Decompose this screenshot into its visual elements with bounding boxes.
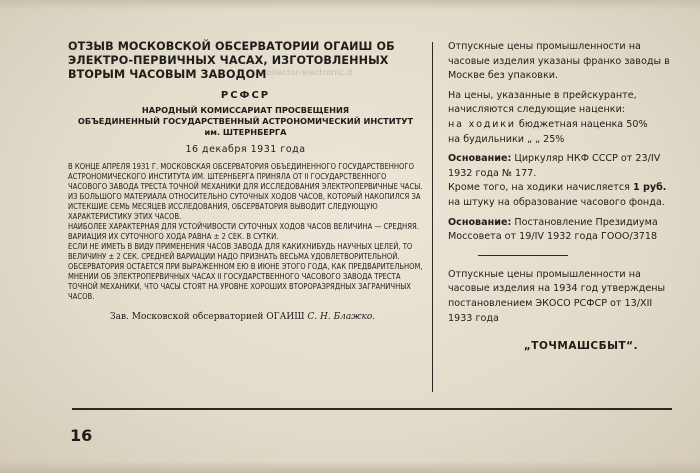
org-line-3: им. ШТЕРНБЕРГА xyxy=(204,127,287,137)
review-paragraph-4: ЕСЛИ НЕ ИМЕТЬ В ВИДУ ПРИМЕНЕНИЯ ЧАСОВ ЗАВОДА ДЛЯ КАКИХНИБУДЬ НАУЧНЫХ ЦЕЛЕЙ, ТО ВЕЛИЧИНУ ± 2 СЕК. СРЕДНЕЙ ВАРИАЦИИ НАДО ПРИЗНАТЬ ВЕСЬМА УДОВЛЕТВОРИТЕЛЬНОЙ. xyxy=(68,242,413,261)
price-notes-column xyxy=(448,40,674,352)
column-divider xyxy=(432,42,433,392)
publisher-brand: „ТОЧМАШСБЫТ“. xyxy=(523,340,639,353)
section-separator xyxy=(478,255,568,256)
basis-1 xyxy=(448,152,674,181)
review-title: ОТЗЫВ МОСКОВСКОЙ ОБСЕРВАТОРИИ ОГАИШ ОБ ЭЛЕКТРО-ПЕРВИЧНЫХ ЧАСАХ, ИЗГОТОВЛЕННЫХ ВТОРЫМ ЧАСОВЫМ ЗАВОДОМ xyxy=(68,40,395,81)
markup-alarm-value: „ „ 25% xyxy=(527,133,565,145)
basis-1-text: Циркуляр НКФ СССР от 23/IV 1932 года № 177. xyxy=(448,153,661,179)
price-approval-note: Отпускные цены промышленности на часовые изделия на 1934 год утверждены постановлением ЭКОСО РСФСР от 13/XII 1933 года xyxy=(448,268,666,324)
org-line-2: ОБЪЕДИНЕННЫЙ ГОСУДАРСТВЕННЫЙ АСТРОНОМИЧЕСКИЙ ИНСТИТУТ xyxy=(77,116,414,126)
org-line-1: НАРОДНЫЙ КОМИССАРИАТ ПРОСВЕЩЕНИЯ xyxy=(141,105,350,115)
markup-alarm-label: на будильники xyxy=(448,133,524,145)
markup-hodiki-value: бюджетная наценка 50% xyxy=(518,118,648,130)
markup-alarm-clocks xyxy=(448,133,674,148)
review-paragraph-5: ОБСЕРВАТОРИЯ ОСТАЕТСЯ ПРИ ВЫРАЖЕННОМ ЕЮ В ИЮНЕ ЭТОГО ГОДА, КАК ПРЕДВАРИТЕЛЬНОМ, МНЕНИИ ОБ ЭЛЕКТРОПЕРВИЧНЫХ ЧАСАХ II ГОСУДАРСТВЕННОГО ЧАСОВОГО ЗАВОДА ТРЕСТА ТОЧНОЙ МЕХАНИКИ, ЧТО ЧАСЫ СТОЯТ НА УРОВНЕ ХОРОШИХ ВТОРОРАЗРЯДНЫХ ЗАГРАНИЧНЫХ ЧАСОВ. xyxy=(68,262,423,301)
review-paragraph-3: НАИБОЛЕЕ ХАРАКТЕРНАЯ ДЛЯ УСТОЙЧИВОСТИ СУТОЧНЫХ ХОДОВ ЧАСОВ ВЕЛИЧИНА — СРЕДНЯЯ. ВАРИАЦИЯ ИХ СУТОЧНОГО ХОДА РАВНА ± 2 СЕК. В СУТКИ. xyxy=(68,222,419,241)
signature-name: С. Н. Блажко. xyxy=(307,312,376,322)
fund-surcharge-amount: 1 руб. xyxy=(632,182,667,194)
rsfsr-heading: РСФСР xyxy=(220,90,271,101)
basis-2-label: Основание: xyxy=(448,216,512,228)
watermark: collector-electronic.it xyxy=(262,68,353,77)
review-body xyxy=(68,162,423,302)
review-paragraph-1: В КОНЦЕ АПРЕЛЯ 1931 Г. МОСКОВСКАЯ ОБСЕРВАТОРИЯ ОБЪЕДИНЕННОГО ГОСУДАРСТВЕННОГО АСТРОНОМИЧЕСКОГО ИНСТИТУТА ИМ. ШТЕРНБЕРГА ПРИНЯЛА ОТ II ГОСУДАРСТВЕННОГО ЧАСОВОГО ЗАВОДА ТРЕСТА ТОЧНОЙ МЕХАНИКИ ДЛЯ ИССЛЕДОВАНИЯ ЭЛЕКТРОПЕРВИЧНЫЕ ЧАСЫ. xyxy=(68,162,423,191)
markup-hodiki xyxy=(448,118,674,133)
price-note-2: На цены, указанные в прейскуранте, начисляются следующие наценки: xyxy=(448,89,637,116)
page-top-shadow xyxy=(0,0,700,10)
footer-rule xyxy=(72,408,672,410)
signature-line xyxy=(68,312,423,322)
basis-2-text: Постановление Президиума Моссовета от 19/IV 1932 года ГООО/3718 xyxy=(448,216,658,243)
price-note-1: Отпускные цены промышленности на часовые изделия указаны франко заводы в Москве без упаковки. xyxy=(448,41,670,82)
observatory-review-column xyxy=(68,40,423,322)
basis-1-label: Основание: xyxy=(448,153,512,165)
review-paragraph-2: ИЗ БОЛЬШОГО МАТЕРИАЛА ОТНОСИТЕЛЬНО СУТОЧНЫХ ХОДОВ ЧАСОВ, КОТОРЫЙ НАКОПИЛСЯ ЗА ИСТЕКШИЕ СЕМЬ МЕСЯЦЕВ ИССЛЕДОВАНИЯ, ОБСЕРВАТОРИЯ ВЫВОДИТ СЛЕДУЮЩУЮ ХАРАКТЕРИСТИКУ ЭТИХ ЧАСОВ. xyxy=(68,192,421,221)
page-bottom-shadow xyxy=(0,461,700,473)
fund-surcharge-a: Кроме того, на ходики начисляется xyxy=(448,182,630,194)
fund-surcharge xyxy=(448,181,674,210)
review-date: 16 декабря 1931 года xyxy=(185,144,306,155)
organization-block xyxy=(68,105,423,138)
page-number: 16 xyxy=(70,426,93,445)
fund-surcharge-b: на штуку на образование часового фонда. xyxy=(448,196,665,208)
markup-hodiki-label: на ходики xyxy=(448,118,516,130)
signature-title: Зав. Московской обсерваторией ОГАИШ xyxy=(110,312,305,322)
basis-2 xyxy=(448,216,674,245)
